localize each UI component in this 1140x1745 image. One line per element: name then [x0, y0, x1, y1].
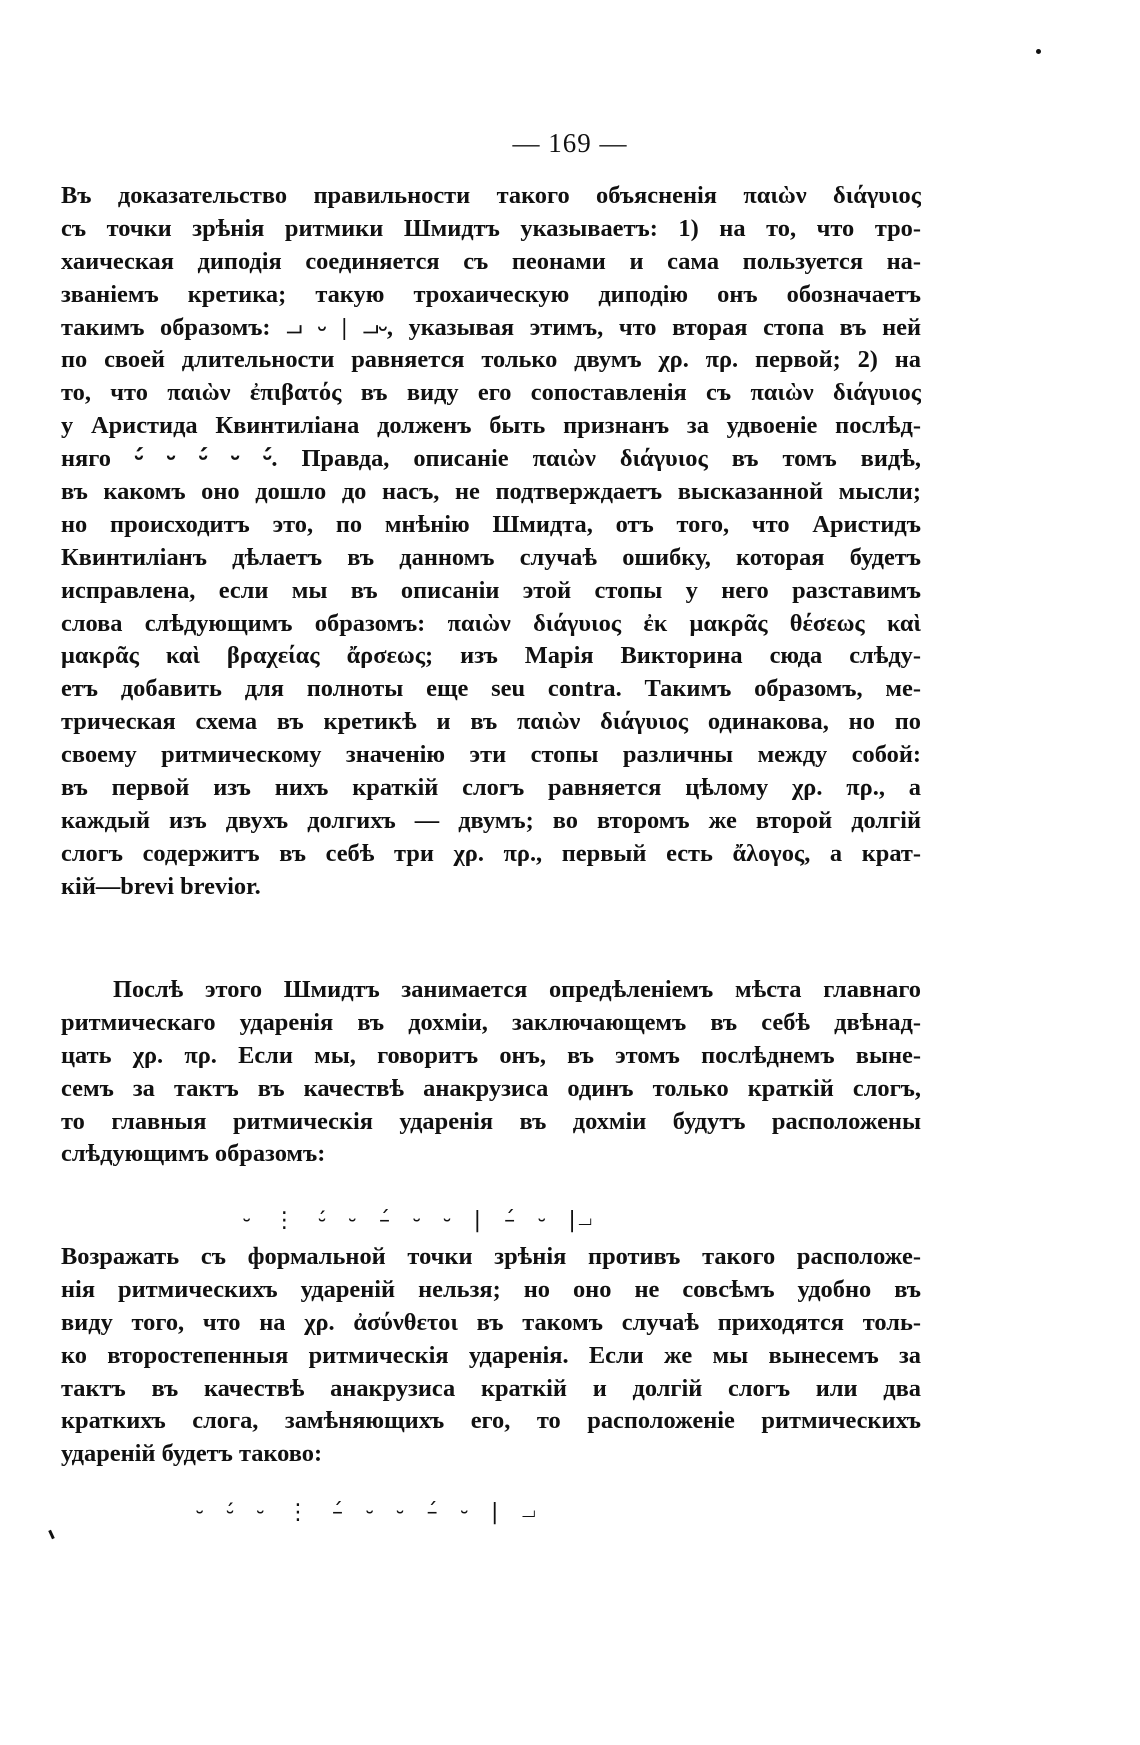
text-line: то, что παιὼν ἐπιβατός въ виду его сопоставленія съ παιὼν διάγυιος	[61, 379, 921, 407]
text-line: удареній будетъ таково:	[61, 1440, 323, 1468]
text-line: трическая схема въ кретикѣ и въ παιὼν διάγυιος одинакова, но по	[61, 708, 921, 736]
scheme-symbol: ⏑	[443, 1208, 453, 1233]
text-line: слогъ содержитъ въ себѣ три χρ. πρ., первый есть ἄλογος, а крат-	[61, 839, 921, 867]
scheme-symbol: ⏑́	[318, 1208, 328, 1233]
text-line: слова слѣдующимъ образомъ: παιὼν διάγυιος ἐκ μακρᾶς θέσεως καὶ	[61, 609, 921, 637]
text-line: виду того, что на χρ. ἀσύνθετοι въ такомъ случаѣ приходятся толь-	[61, 1308, 921, 1336]
scheme-symbol: ⏑	[243, 1208, 253, 1233]
text-line: ритмическаго ударенія въ дохміи, заключающемъ въ себѣ двѣнад-	[61, 1008, 921, 1036]
scheme-symbol: ⏑	[412, 1208, 423, 1233]
text-line: исправлена, если мы въ описаніи этой стопы у него разставимъ	[61, 576, 921, 604]
text-line: семъ за тактъ въ качествѣ анакрузиса одинъ только краткій слогъ,	[61, 1074, 921, 1102]
text-line: слѣдующимъ образомъ:	[61, 1140, 326, 1168]
text-line: Послѣ этого Шмидтъ занимается опредѣленіемъ мѣста главнаго	[113, 976, 921, 1003]
scheme-symbol: –́	[426, 1500, 440, 1525]
scheme-symbol: –́	[504, 1208, 518, 1233]
text-line: у Аристида Квинтиліана долженъ быть признанъ за удвоеніе послѣд-	[61, 412, 921, 440]
scheme-symbol: ⏑	[256, 1500, 266, 1525]
metrical-scheme-1	[243, 1208, 606, 1233]
text-line: краткихъ слога, замѣняющихъ его, то расположеніе ритмическихъ	[61, 1407, 921, 1435]
text-line: съ точки зрѣнія ритмики Шмидтъ указываетъ: 1) на то, что тро-	[61, 214, 921, 242]
paragraph-1	[61, 180, 921, 904]
scheme-symbol: ⏑	[196, 1500, 206, 1525]
text-line: Квинтиліанъ дѣлаетъ въ данномъ случаѣ ошибку, которая будетъ	[61, 543, 921, 571]
scheme-symbol: |	[473, 1208, 484, 1233]
scheme-symbol: ⏑	[365, 1500, 376, 1525]
scheme-symbol: –́	[378, 1208, 392, 1233]
text-line: нія ритмическихъ удареній нельзя; но оно не совсѣмъ удобно въ	[61, 1275, 921, 1303]
text-line: ко второстепенныя ритмическія ударенія. Если же мы вынесемъ за	[61, 1341, 921, 1369]
print-speck	[1036, 49, 1041, 54]
text-line: каждый изъ двухъ долгихъ — двумъ; во второмъ же второй долгій	[61, 806, 921, 834]
text-line: тактъ въ качествѣ анакрузиса краткій и долгій слогъ или два	[61, 1374, 921, 1402]
text-line: хаическая диподія соединяется съ пеонами и сама пользуется на-	[61, 247, 921, 275]
text-line: етъ добавить для полноты еще seu contra. Такимъ образомъ, ме-	[61, 675, 921, 703]
scheme-symbol: |	[490, 1500, 501, 1525]
scheme-symbol: ⏑	[538, 1208, 548, 1233]
text-line: своему ритмическому значенію эти стопы различны между собой:	[61, 741, 921, 769]
scheme-symbol: –́	[331, 1500, 345, 1525]
scheme-symbol: ⏑	[348, 1208, 358, 1233]
print-speck	[48, 1530, 55, 1539]
scheme-symbol: ⏑	[396, 1500, 406, 1525]
text-line: въ какомъ оно дошло до насъ, не подтверждаетъ высказанной мысли;	[61, 478, 921, 506]
scheme-symbol: ⏑́	[226, 1500, 236, 1525]
text-line: такимъ образомъ: ⏗ ⏑ | ⏗⏑, указывая этимъ, что вторая стопа въ ней	[61, 313, 921, 341]
page-number: — 169 —	[512, 128, 628, 158]
text-line: кій—brevi brevior.	[61, 872, 261, 900]
paragraph-2	[61, 974, 921, 1171]
scheme-symbol: ⏗	[521, 1500, 538, 1525]
metrical-scheme-2	[196, 1500, 550, 1525]
scheme-symbol: ⋮	[273, 1208, 298, 1233]
paragraph-3	[61, 1241, 921, 1471]
scheme-symbol: ⋮	[286, 1500, 311, 1525]
text-line: цать χρ. πρ. Если мы, говоритъ онъ, въ этомъ послѣднемъ выне-	[61, 1041, 921, 1069]
text-line: μακρᾶς καὶ βραχείας ἄρσεως; изъ Марія Викторина сюда слѣду-	[61, 642, 921, 670]
text-line: по своей длительности равняется только двумъ χρ. πρ. первой; 2) на	[61, 346, 921, 374]
scheme-symbol: |⏗	[568, 1208, 595, 1233]
text-line: званіемъ кретика; такую трохаическую диподію онъ обозначаетъ	[61, 280, 921, 308]
scheme-symbol: ⏑	[460, 1500, 470, 1525]
text-line: но происходитъ это, по мнѣнію Шмидта, отъ того, что Аристидъ	[61, 510, 921, 538]
text-line: няго ⏑́ ⏑ ⏑́ ⏑ ⏑́. Правда, описаніе παιὼν διάγυιος въ томъ видѣ,	[61, 445, 921, 473]
text-line: то главныя ритмическія ударенія въ дохміи будутъ расположены	[61, 1107, 921, 1135]
text-line: Въ доказательство правильности такого объясненія παιὼν διάγυιος	[61, 182, 921, 209]
text-line: Возражать съ формальной точки зрѣнія противъ такого расположе-	[61, 1243, 921, 1270]
text-line: въ первой изъ нихъ краткій слогъ равняется цѣлому χρ. πρ., а	[61, 774, 921, 802]
